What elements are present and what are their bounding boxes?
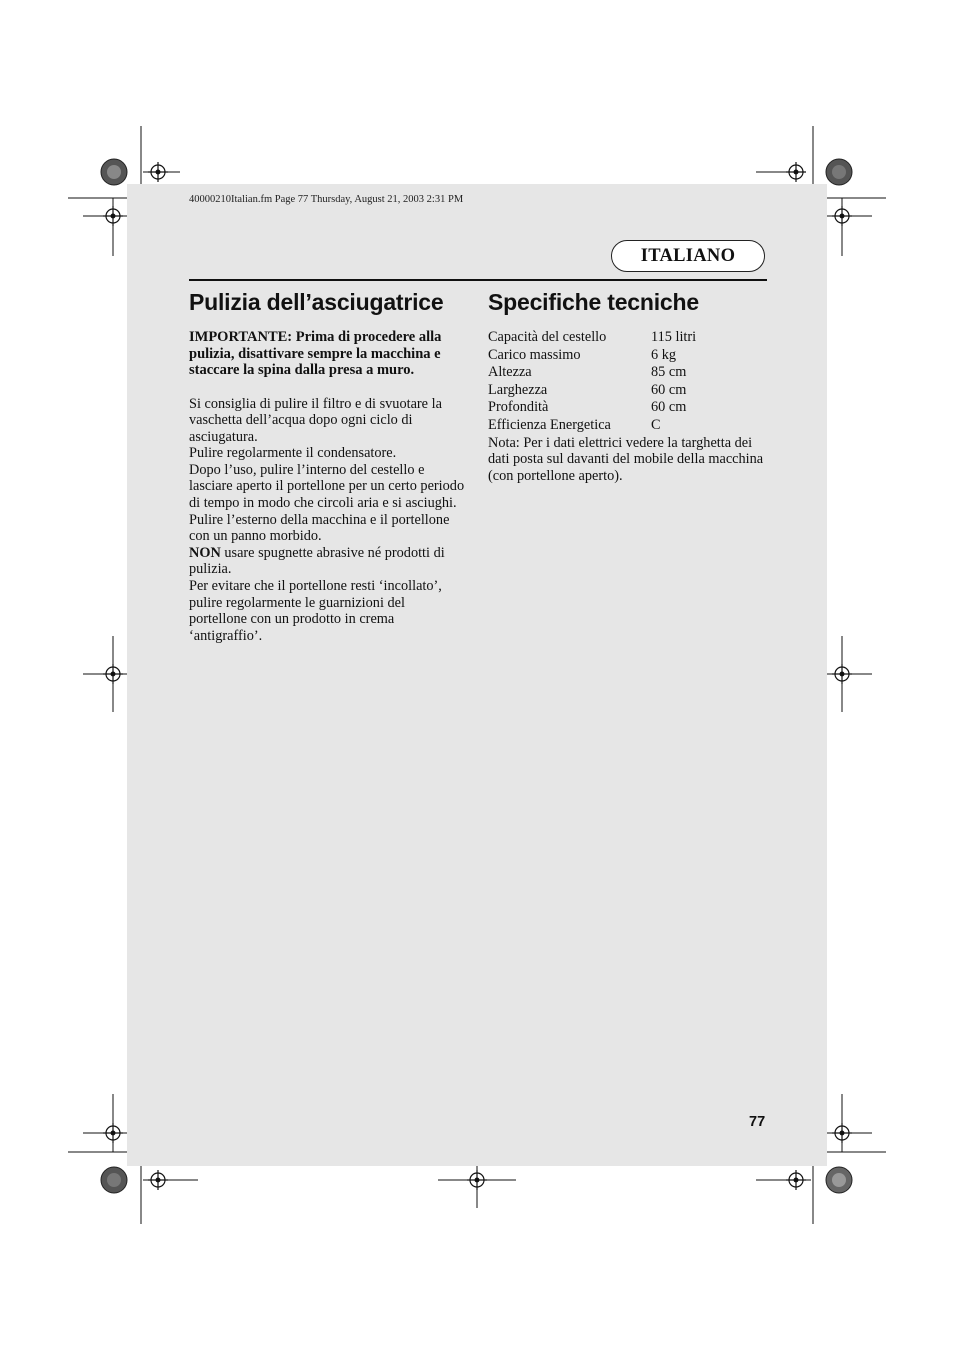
spec-label: Profondità bbox=[488, 399, 549, 416]
spec-label: Altezza bbox=[488, 364, 532, 381]
cleaning-paragraph: Pulire regolarmente il condensatore. bbox=[189, 445, 397, 462]
non-emphasis: NON bbox=[189, 544, 221, 561]
page-sheet bbox=[127, 184, 827, 1166]
spec-label: Carico massimo bbox=[488, 346, 581, 363]
important-warning: IMPORTANTE: Prima di procedere alla pulizia, disattivare sempre la macchina e staccare la spina dalla presa a muro. bbox=[189, 329, 442, 378]
header-rule bbox=[189, 279, 767, 281]
cleaning-paragraph: Per evitare che il portellone resti ‘incollato’, pulire regolarmente le guarnizioni del portellone con un prodotto in crema ‘antigraffio’. bbox=[189, 578, 442, 644]
cleaning-paragraph: Dopo l’uso, pulire l’interno del cestello e lasciare aperto il portellone per un certo periodo di tempo in modo che circoli aria e si asciughi. bbox=[189, 461, 465, 512]
cleaning-title: Pulizia dell’asciugatrice bbox=[189, 289, 444, 315]
spec-value: 60 cm bbox=[651, 399, 687, 416]
spec-value: C bbox=[651, 416, 661, 433]
spec-label: Efficienza Energetica bbox=[488, 416, 611, 433]
specs-section bbox=[488, 288, 768, 484]
spec-label: Larghezza bbox=[488, 381, 548, 398]
cleaning-paragraph: Si consiglia di pulire il filtro e di svuotare la vaschetta dell’acqua dopo ogni ciclo di asciugatura. bbox=[189, 395, 442, 445]
non-rest-text: usare spugnette abrasive né prodotti di pulizia. bbox=[189, 544, 445, 578]
page-number: 77 bbox=[749, 1114, 766, 1130]
cleaning-warning-paragraph bbox=[189, 545, 465, 578]
spec-value: 85 cm bbox=[651, 364, 687, 381]
spec-row bbox=[488, 382, 768, 400]
spec-value: 115 litri bbox=[651, 329, 697, 345]
spec-row bbox=[488, 399, 768, 417]
spec-row bbox=[488, 329, 768, 347]
specs-title: Specifiche tecniche bbox=[488, 289, 699, 315]
spec-row bbox=[488, 347, 768, 365]
file-info-header: 40000210Italian.fm Page 77 Thursday, August 21, 2003 2:31 PM bbox=[189, 194, 464, 205]
spec-label: Capacità del cestello bbox=[488, 329, 607, 345]
spec-row bbox=[488, 417, 768, 435]
spec-value: 6 kg bbox=[651, 346, 677, 363]
spec-value: 60 cm bbox=[651, 381, 687, 398]
language-tab: ITALIANO bbox=[611, 240, 765, 272]
specs-note: Nota: Per i dati elettrici vedere la targhetta dei dati posta sul davanti del mobile della macchina (con portellone aperto). bbox=[488, 434, 764, 484]
cleaning-section bbox=[189, 288, 465, 644]
cleaning-paragraph: Pulire l’esterno della macchina e il portellone con un panno morbido. bbox=[189, 511, 450, 545]
spec-row bbox=[488, 364, 768, 382]
